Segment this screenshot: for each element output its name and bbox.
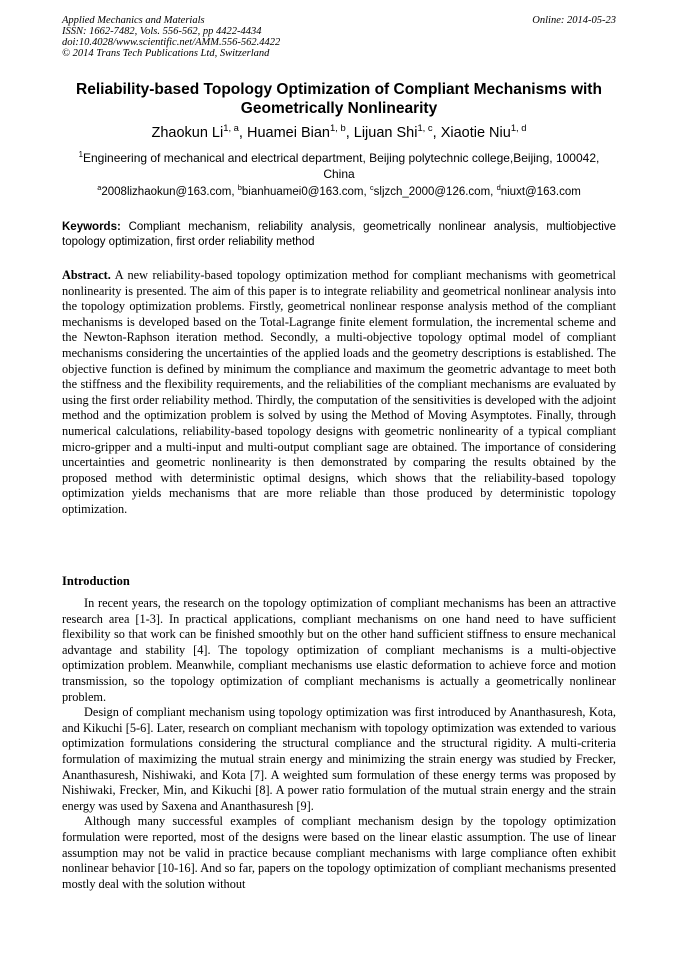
keywords-section — [62, 220, 616, 250]
keywords-label: Keywords: — [62, 221, 121, 233]
online-date: Online: 2014-05-23 — [532, 15, 616, 26]
email-sup: d — [496, 183, 501, 193]
author-sup: 1, d — [510, 122, 527, 134]
intro-paragraph: Design of compliant mechanism using topology optimization was first introduced by Ananthasuresh, Kota, and Kikuchi [5-6]. Later, research on compliant mechanism with topology optimization was extended to various optimization formulations considering the structural compliance and the structural rigidity. A multi-criteria formulation of maximizing the mutual strain energy and minimizing the strain energy was studied by Frecker, Ananthasuresh, Nishiwaki, and Kota [7]. A weighted sum formulation of these energy terms was proposed by Nishiwaki, Frecker, Min, and Kikuchi [8]. A power ratio formulation of the mutual strain energy and the strain energy was used by Saxena and Ananthasuresh [9]. — [62, 705, 616, 813]
intro-paragraph: In recent years, the research on the topology optimization of compliant mechanisms has been an attractive research area [1-3]. In practical applications, compliant mechanisms on one hand need to have sufficient flexibility so that work can be finished smoothly but on the other hand sufficient stiffness to ensure mechanical advantage and stability [4]. The topology optimization of compliant mechanisms is a multi-objective optimization problem. Meanwhile, compliant mechanisms use elastic deformation to achieve force and motion transmission, so the topology optimization of compliant mechanisms is actually a geometrically nonlinear problem. — [62, 596, 616, 704]
email-sup: b — [237, 183, 242, 193]
abstract-section — [62, 268, 616, 518]
author-name: Lijuan Shi — [353, 125, 418, 141]
author-sup: 1, a — [223, 122, 239, 134]
abstract-label: Abstract. — [62, 268, 111, 282]
author-name: Zhaokun Li — [151, 125, 224, 141]
abstract-text: A new reliability-based topology optimization method for compliant mechanisms with geometrical nonlinearity is presented. The aim of this paper is to integrate reliability and geometrical nonlinear analysis into the topology optimization problems. Firstly, geometrical nonlinear response analysis method of the compliant mechanisms is developed based on the Total-Lagrange finite element formulation, the incremental scheme and the Newton-Raphson iteration method. Secondly, a multi-objective topology optimal model of compliant mechanisms considering the uncertainties of the applied loads and the geometry descriptions is established. The objective function is defined by minimum the compliance and maximum the geometric advantage to meet both the stiffness and the flexibility requirements, and the reliabilities of the compliant mechanisms are evaluated by using the first order reliability method. Thirdly, the computation of the sensitivities is developed with the adjoint method and the optimization problem is solved by using the Method of Moving Asymptotes. Finally, through numerical calculations, reliability-based topology designs with geometric nonlinearity of a typical compliant micro-gripper and a multi-input and multi-output compliant sage are obtained. The importance of considering uncertainties and geometric nonlinearity is then demonstrated by comparing the results obtained by the proposed method with deterministic optimal designs, which shows that the reliability-based topology optimization yields mechanisms that are more reliable than those produced by deterministic topology optimization. — [62, 268, 616, 516]
affiliation — [70, 150, 608, 182]
email-sup: a — [97, 183, 102, 193]
author-name: Xiaotie Niu — [440, 125, 511, 141]
paper-title: Reliability-based Topology Optimization of Compliant Mechanisms with Geometrically Nonlinearity — [76, 81, 602, 117]
journal-header — [62, 15, 616, 59]
author-sup: 1, c — [417, 122, 433, 134]
doi-line: doi:10.4028/www.scientific.net/AMM.556-562.4422 — [62, 37, 281, 48]
email-list: $^a$2008lizhaokun@163.com, $^b$bianhuamei0@163.com, $^c$sljzch_2000@126.com, $^d$niuxt@163.com — [97, 183, 581, 198]
affiliation-sup: 1 — [78, 150, 83, 159]
introduction-body — [62, 596, 616, 892]
email-address: 2008lizhaokun@163.com — [101, 186, 232, 198]
author-list: Zhaokun Li$^{1, a}$, Huamei Bian$^{1, b}$, Lijuan Shi$^{1, c}$, Xiaotie Niu$^{1, d}$ — [151, 122, 527, 141]
journal-name: Applied Mechanics and Materials — [62, 15, 205, 26]
copyright-line: © 2014 Trans Tech Publications Ltd, Switzerland — [62, 48, 270, 59]
email-sup: c — [369, 183, 374, 193]
issn-line: ISSN: 1662-7482, Vols. 556-562, pp 4422-4434 — [62, 26, 262, 37]
intro-paragraph: Although many successful examples of compliant mechanism design by the topology optimization formulation were reported, most of the designs were based on the linear elastic assumption. The use of linear assumption may not be valid in practice because compliant mechanisms with large compliance often exhibit nonlinear behavior [10-16]. And so far, papers on the topology optimization of compliant mechanisms presented mostly deal with the solution without — [62, 814, 616, 891]
introduction-heading: Introduction — [62, 574, 130, 588]
affiliation-text: Engineering of mechanical and electrical department, Beijing polytechnic college,Beijing, 100042, China — [83, 151, 600, 181]
email-address: bianhuamei0@163.com — [241, 186, 364, 198]
keywords-text: Compliant mechanism, reliability analysis, geometrically nonlinear analysis, multiobjective topology optimization, first order reliability method — [62, 221, 616, 248]
email-address: niuxt@163.com — [500, 186, 581, 198]
email-address: sljzch_2000@126.com — [373, 186, 491, 198]
author-name: Huamei Bian — [246, 125, 330, 141]
author-sup: 1, b — [330, 122, 346, 134]
